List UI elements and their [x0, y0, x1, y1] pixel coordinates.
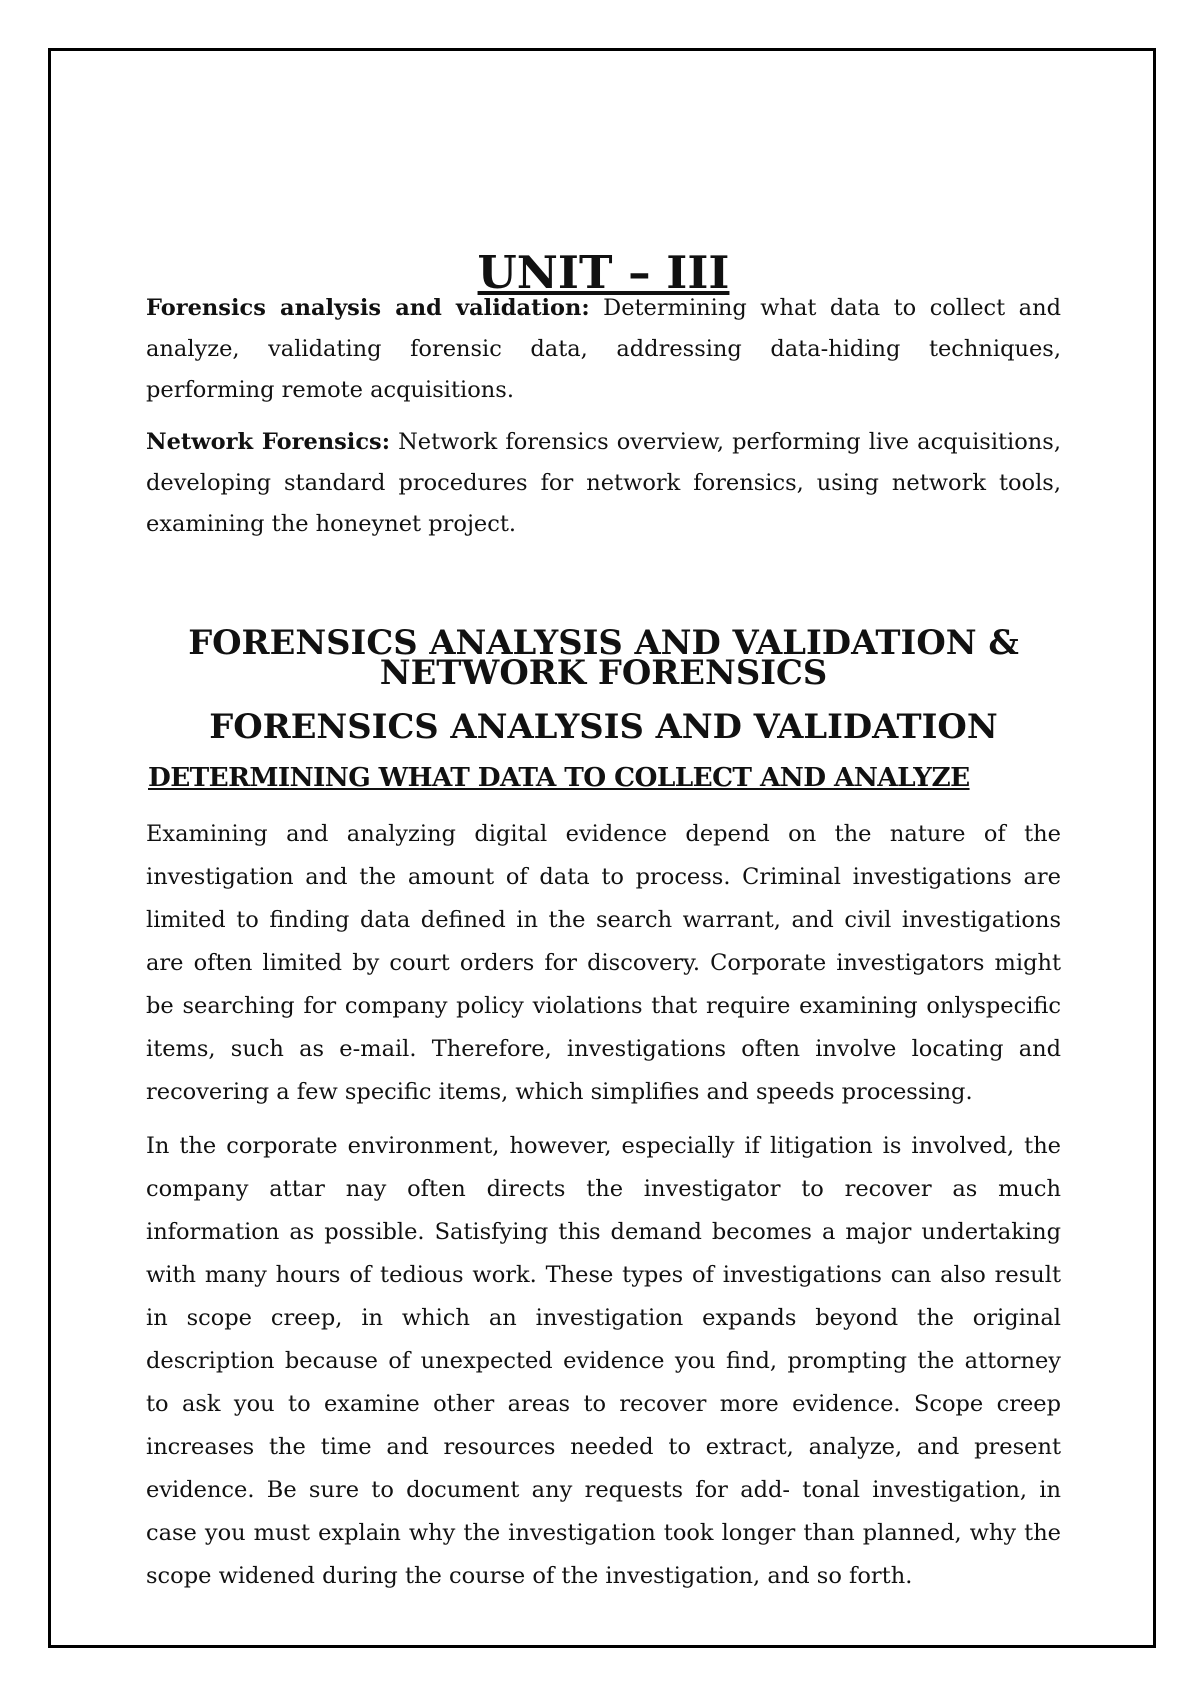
paragraph: In the corporate environment, however, especially if litigation is involved, the company attar nay often directs the investigator to recover as much information as possible. Satisfying this demand becomes a major undertaking with many hours of tedious work. These types of investigations can also result in scope creep, in which an investigation expands beyond the original description because of unexpected evidence you find, prompting the attorney to ask you to examine other areas to recover more evidence. Scope creep increases the time and resources needed to extract, analyze, and present evidence. Be sure to document any requests for add- tonal investigation, in case you must explain why the investigation took longer than planned, why the scope widened during the course of the investigation, and so forth.	[146, 1133, 1061, 1589]
topic-heading: DETERMINING WHAT DATA TO COLLECT AND ANALYZE	[148, 762, 970, 793]
syllabus-text: Determining what data to collect and analyze, validating forensic data, addressing data-hiding techniques, performing remote acquisitions.	[146, 295, 1061, 403]
main-heading: FORENSICS ANALYSIS AND VALIDATION & NETWORK FORENSICS	[188, 622, 1019, 692]
syllabus-text: Network forensics overview, performing live acquisitions, developing standard procedures for network forensics, using network tools, examining the honeynet project.	[146, 429, 1061, 537]
syllabus-lead: Forensics analysis and validation:	[146, 295, 590, 321]
unit-title: UNIT – III	[477, 246, 730, 299]
syllabus-item-network-forensics	[146, 422, 1061, 545]
document-content	[146, 246, 1061, 1598]
sub-heading: FORENSICS ANALYSIS AND VALIDATION	[209, 706, 998, 746]
syllabus-lead: Network Forensics:	[146, 429, 391, 455]
syllabus-item-forensics-analysis	[146, 288, 1061, 411]
body-text	[146, 813, 1061, 1598]
paragraph: Examining and analyzing digital evidence depend on the nature of the investigation and the amount of data to process. Criminal investigations are limited to finding data defined in the search warrant, and civil investigations are often limited by court orders for discovery. Corporate investigators might be searching for company policy violations that require examining onlyspecific items, such as e-mail. Therefore, investigations often involve locating and recovering a few specific items, which simplifies and speeds processing.	[146, 821, 1061, 1105]
syllabus	[146, 288, 1061, 545]
